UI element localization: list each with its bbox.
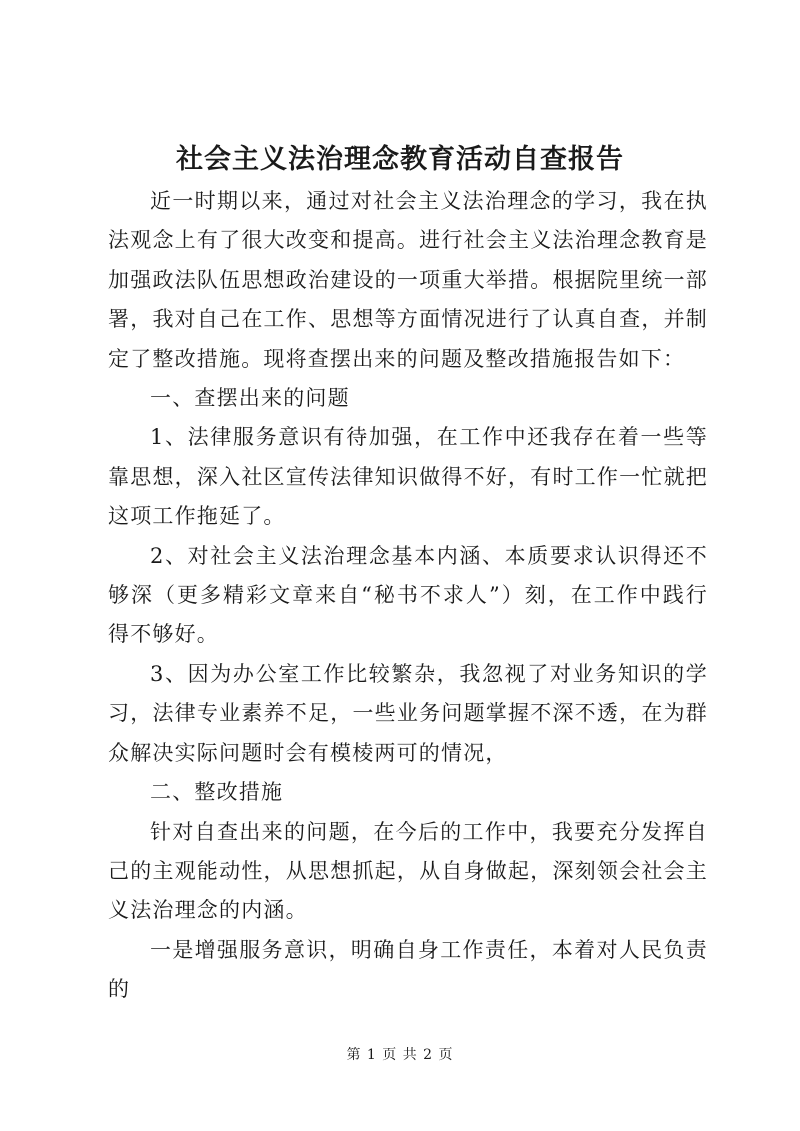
page-number-footer: 第 1 页 共 2 页 xyxy=(346,1047,454,1063)
section-heading-problems: 一、查摆出来的问题 xyxy=(150,386,350,411)
paragraph-problem-3: 3、因为办公室工作比较繁杂，我忽视了对业务知识的学习，法律专业素养不足，一些业务问题掌握不深不透，在为群众解决实际问题时会有模棱两可的情况， xyxy=(108,661,708,765)
document-title: 社会主义法治理念教育活动自查报告 xyxy=(176,144,624,175)
paragraph-intro: 近一时期以来，通过对社会主义法治理念的学习，我在执法观念上有了很大改变和提高。进行社会主义法治理念教育是加强政法队伍思想政治建设的一项重大举措。根据院里统一部署，我对自己在工作、思想等方面情况进行了认真自查，并制定了整改措施。现将查摆出来的问题及整改措施报告如下： xyxy=(108,189,708,371)
paragraph-problem-2: 2、对社会主义法治理念基本内涵、本质要求认识得还不够深（更多精彩文章来自“秘书不求人”）刻，在工作中践行得不够好。 xyxy=(108,543,708,647)
paragraph-problem-1: 1、法律服务意识有待加强，在工作中还我存在着一些等靠思想，深入社区宣传法律知识做得不好，有时工作一忙就把这项工作拖延了。 xyxy=(108,425,708,529)
document-body xyxy=(108,182,708,1010)
paragraph-measures-intro: 针对自查出来的问题，在今后的工作中，我要充分发挥自己的主观能动性，从思想抓起，从自身做起，深刻领会社会主义法治理念的内涵。 xyxy=(108,819,708,923)
paragraph-measure-1: 一是增强服务意识，明确自身工作责任，本着对人民负责的 xyxy=(108,937,708,1002)
section-heading-measures: 二、整改措施 xyxy=(150,780,284,805)
